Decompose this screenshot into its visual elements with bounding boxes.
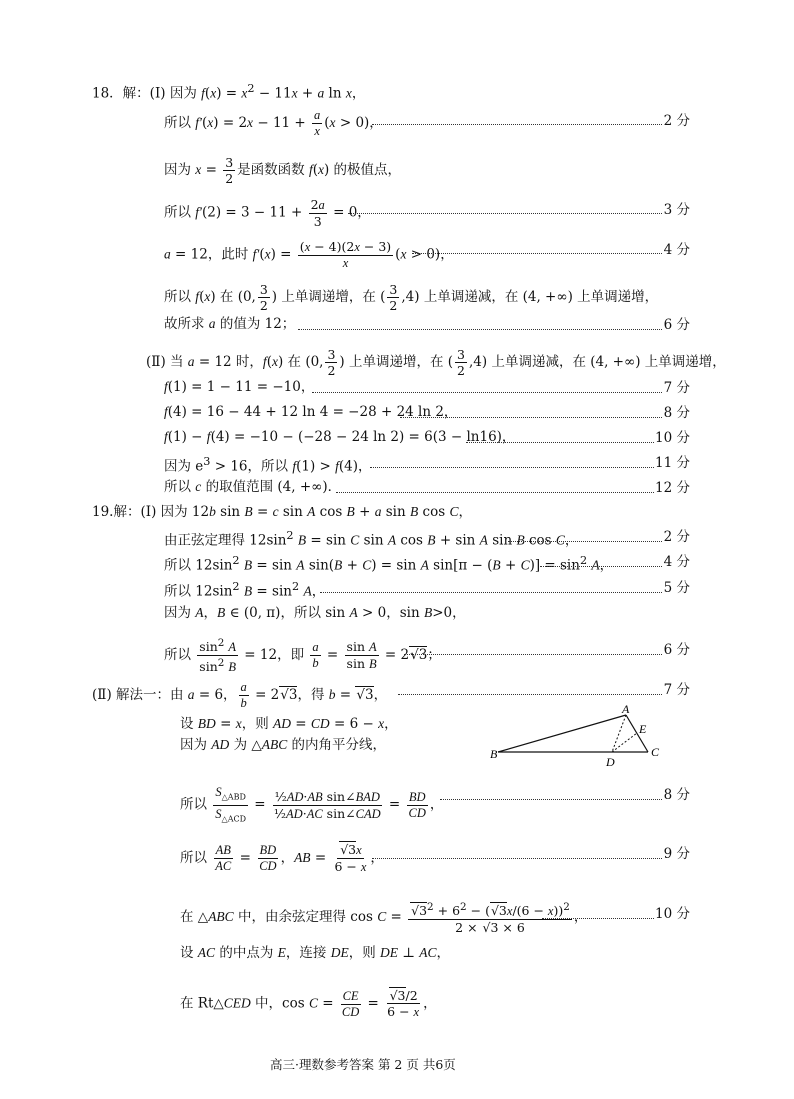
- line-answer-a: 故所求 a 的值为 12；: [164, 316, 296, 332]
- score-mark: 2 分: [663, 113, 690, 129]
- line-c-range: 所以 c 的取值范围 (4, +∞)．: [164, 479, 342, 495]
- score-mark: 9 分: [663, 846, 690, 862]
- dot-leader: [398, 694, 662, 695]
- line-extreme-point: 因为 x = $\frac{3}{2}$ 是函数函数 f(x) 的极值点，: [164, 155, 402, 186]
- line-18-intro: 18．解：(Ⅰ) 因为 $f(x) = x^2 - 11x + a$ ln x，: [92, 82, 366, 102]
- score-mark: 7 分: [663, 682, 690, 698]
- line-derivative: 所以 f′(x) = 2x − 11 + $\frac{a}{x}$ (x > 0)，: [164, 108, 383, 138]
- triangle-diagram: [488, 700, 668, 770]
- line-f1-minus-f4: f(1) − f(4) = −10 − (−28 − 24 ln 2) = 6(3 − ln16)，: [164, 429, 516, 445]
- line-19-intro: 19.解：(Ⅰ) 因为 12b sin B = c sin A cos B + a sin B cos C，: [92, 504, 472, 520]
- line-f1: f(1) = 1 − 11 = −10，: [164, 379, 315, 395]
- score-mark: 5 分: [663, 580, 690, 596]
- score-mark: 10 分: [655, 906, 690, 922]
- line-a-12: a = 12，此时 f′(x) = $\frac{(x - 4)(2x - 3)}{x}$ (x > 0)，: [164, 239, 454, 270]
- score-mark: 11 分: [655, 455, 690, 471]
- line-monotonic: 所以 f(x) 在 (0, $\frac{3}{2}$ ) 上单调递增，在 ( $\frac{3}{2}$ ,4) 上单调递减，在 (4, +∞) 上单调递增，: [164, 282, 659, 313]
- dot-leader: [298, 329, 662, 330]
- line-area-ratio: 所以 $\frac{S_{\triangle ABD}}{S_{\triangle ACD}}$ = $\frac{\text{½AD·AB sin∠BAD}}{\text{½AD·AC sin∠CAD}}$ = $\frac{BD}{CD}$ ，: [180, 785, 444, 823]
- line-f4: f(4) = 16 − 44 + 12 ln 4 = −28 + 24 ln 2，: [164, 404, 458, 420]
- label-a: A: [622, 702, 630, 716]
- line-set-bd: 设 BD = x，则 AD = CD = 6 − x，: [180, 716, 398, 732]
- dot-leader: [320, 592, 662, 593]
- dot-leader: [466, 442, 654, 443]
- line-cosine-rule: 在 △ABC 中，由余弦定理得 cos C = $\frac{√3^2 + 6^2 - (√3x/(6 - x))^2}{2 \times √3 \times 6}$ ，: [180, 901, 588, 936]
- score-mark: 6 分: [663, 317, 690, 333]
- dot-leader: [440, 799, 662, 800]
- dot-leader: [312, 392, 662, 393]
- score-mark: 4 分: [663, 554, 690, 570]
- line-f-prime-2: 所以 f′(2) = 3 − 11 + $\frac{2a}{3}$ = 0，: [164, 197, 371, 229]
- label-c: C: [651, 745, 660, 759]
- dot-leader: [348, 213, 662, 214]
- score-mark: 8 分: [663, 787, 690, 803]
- label-b: B: [490, 747, 498, 761]
- line-positive: 因为 A，B ∈ (0, π)，所以 sin A > 0，sin B>0，: [164, 605, 466, 621]
- line-ab-ac: 所以 $\frac{AB}{AC}$ = $\frac{BD}{CD}$ ，AB = $\frac{√3x}{6 - x}$ ，: [180, 842, 384, 874]
- dot-leader: [336, 492, 654, 493]
- line-part-2: (Ⅱ) 当 a = 12 时，f(x) 在 (0, $\frac{3}{2}$ ) 上单调递增，在 ( $\frac{3}{2}$ ,4) 上单调递减，在 (4, +∞) 上单调递增，: [146, 347, 726, 378]
- side-ab: [498, 715, 626, 752]
- line-part-2-method-1: (Ⅱ) 解法一：由 a = 6， $\frac{a}{b}$ = 2√3，得 b = √3，: [92, 680, 388, 710]
- line-angle-bisector: 因为 AD 为 △ABC 的内角平分线，: [180, 737, 387, 753]
- dot-leader: [372, 858, 662, 859]
- score-mark: 12 分: [655, 480, 690, 496]
- line-sin-squared: 所以 $12\sin^2$ $B = \sin^2 A$，: [164, 580, 326, 600]
- problem-number-18: 18．解：(Ⅰ) 因为: [92, 85, 197, 102]
- score-mark: 8 分: [663, 405, 690, 421]
- line-compare: 因为 $e^3 > 16$，所以 f(1) > f(4)，: [164, 455, 372, 475]
- line-sin-sum: 所以 $12\sin^2$ B = sin A sin(B + C) = sin A $\sin[\pi - (B + C)] = \sin^2 A$，: [164, 554, 614, 574]
- score-mark: 2 分: [663, 529, 690, 545]
- dot-leader: [370, 467, 654, 468]
- dot-leader: [404, 654, 662, 655]
- dot-leader: [400, 417, 662, 418]
- line-midpoint-e: 设 AC 的中点为 E，连接 DE，则 DE ⊥ AC，: [180, 945, 451, 961]
- line-sine-rule: 由正弦定理得 $12\sin^2$ B = sin C sin A cos B + sin A sin B cos C，: [164, 529, 579, 549]
- score-mark: 3 分: [663, 202, 690, 218]
- score-mark: 10 分: [655, 430, 690, 446]
- dot-leader: [372, 124, 662, 125]
- problem-number-19: 19.解：(Ⅰ) 因为: [92, 504, 188, 520]
- dot-leader: [412, 253, 662, 254]
- line-ratio: 所以 $\frac{\sin^2 A}{\sin^2 B}$ = 12，即 $\frac{a}{b}$ = $\frac{\text{sin A}}{\text{sin B}}$ = 2√3；: [164, 637, 441, 675]
- score-mark: 7 分: [663, 380, 690, 396]
- page-footer: 高三·理数参考答案 第 2 页 共6页: [270, 1057, 456, 1072]
- line-right-triangle: 在 Rt△CED 中，cos C = $\frac{CE}{CD}$ = $\frac{√3/2}{6 - x}$ ，: [180, 988, 437, 1019]
- label-e: E: [639, 722, 647, 736]
- label-d: D: [606, 755, 615, 769]
- score-mark: 6 分: [663, 642, 690, 658]
- score-mark: 4 分: [663, 242, 690, 258]
